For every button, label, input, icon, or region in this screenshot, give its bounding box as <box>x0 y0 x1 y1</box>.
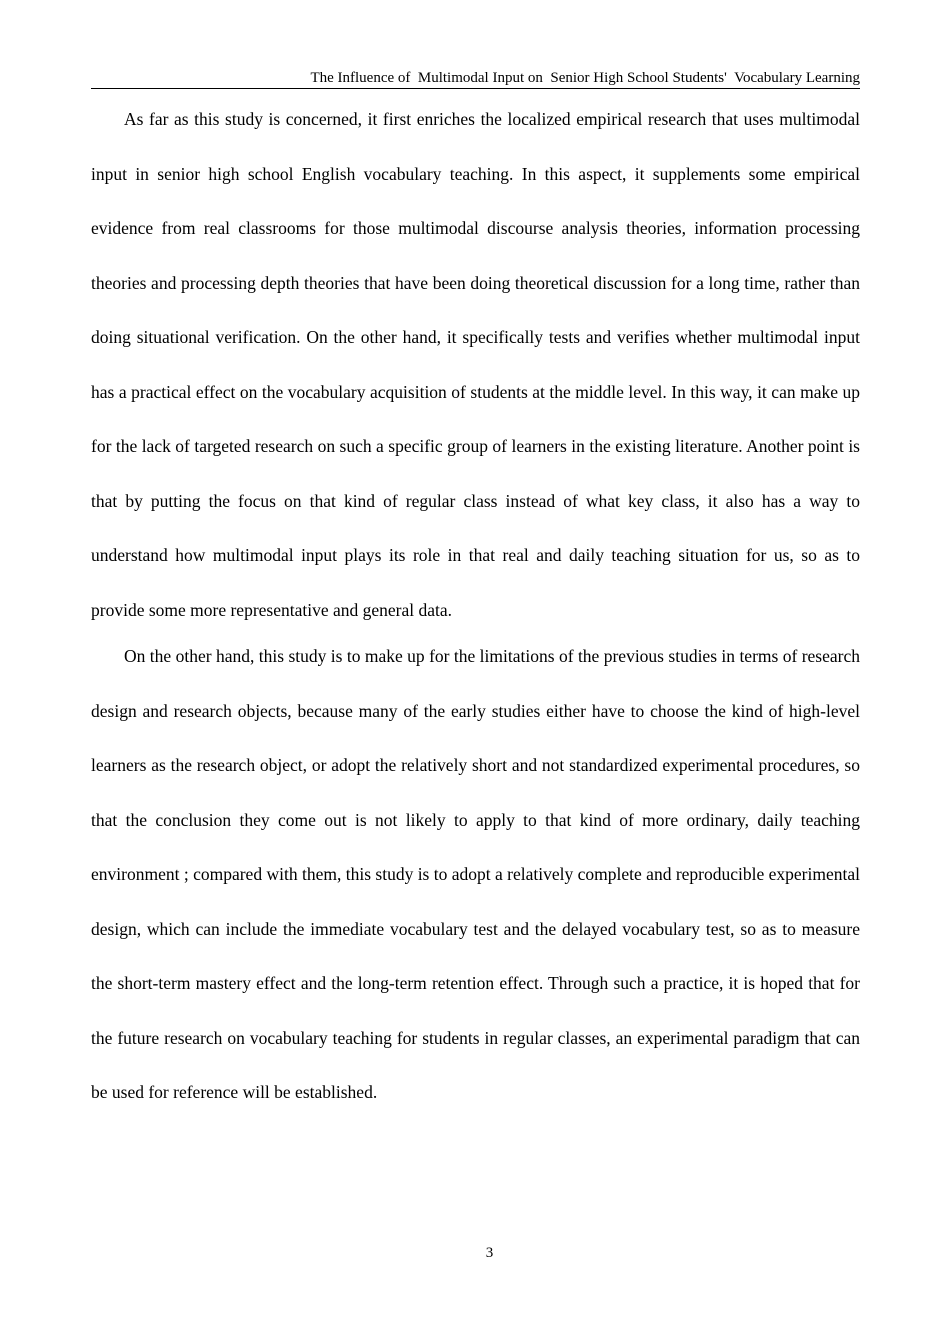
page-number: 3 <box>485 1245 494 1261</box>
body-text <box>91 92 860 1120</box>
running-header: The Influence of Multimodal Input on Senior High School Students' Vocabulary Learning <box>91 68 860 89</box>
paragraph-significance: As far as this study is concerned, it first enriches the localized empirical research that uses multimodal input in senior high school English vocabulary teaching. In this aspect, it supplements some empirical evidence from real classrooms for those multimodal discourse analysis theories, information processing theories and processing depth theories that have been doing theoretical discussion for a long time, rather than doing situational verification. On the other hand, it specifically tests and verifies whether multimodal input has a practical effect on the vocabulary acquisition of students at the middle level. In this way, it can make up for the lack of targeted research on such a specific group of learners in the existing literature. Another point is that by putting the focus on that kind of regular class instead of what key class, it also has a way to understand how multimodal input plays its role in that real and daily teaching situation for us, so as to provide some more representative and general data. <box>91 109 860 620</box>
paragraph-limitations: On the other hand, this study is to make up for the limitations of the previous studies in terms of research design and research objects, because many of the early studies either have to choose the kind of high-level learners as the research object, or adopt the relatively short and not standardized experimental procedures, so that the conclusion they come out is not likely to apply to that kind of more ordinary, daily teaching environment ; compared with them, this study is to adopt a relatively complete and reproducible experimental design, which can include the immediate vocabulary test and the delayed vocabulary test, so as to measure the short-term mastery effect and the long-term retention effect. Through such a practice, it is hoped that for the future research on vocabulary teaching for students in regular classes, an experimental paradigm that can be used for reference will be established. <box>91 646 860 1102</box>
